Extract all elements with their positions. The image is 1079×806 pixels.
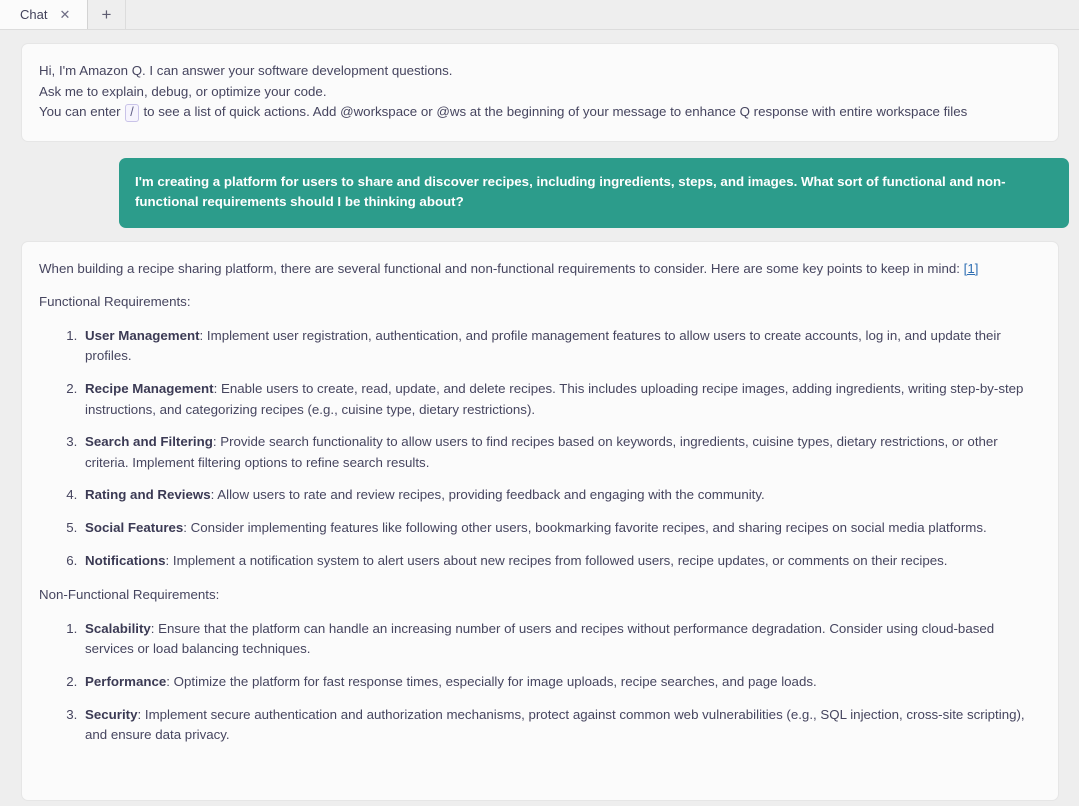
- assistant-intro-card: [21, 43, 1059, 142]
- assistant-answer-card: [21, 241, 1059, 801]
- list-item-term: Security: [85, 706, 138, 722]
- intro-line-1: Hi, I'm Amazon Q. I can answer your software development questions.: [39, 63, 453, 78]
- list-item: [81, 432, 1040, 473]
- list-item-term: User Management: [85, 327, 200, 343]
- nonfunctional-requirements-list: [39, 619, 1040, 746]
- intro-line-3: [39, 102, 1040, 123]
- list-item: [81, 379, 1040, 420]
- intro-line-2: Ask me to explain, debug, or optimize your code.: [39, 83, 327, 99]
- list-item-term: Social Features: [85, 520, 184, 535]
- tab-chat[interactable]: [0, 0, 88, 29]
- user-message-bubble: I'm creating a platform for users to share and discover recipes, including ingredients, steps, and images. What sort of functional and non-functional requirements should I be thinking about?: [119, 158, 1069, 228]
- list-item-text: : Implement user registration, authentication, and profile management features to allow users to create accounts, log in, and update their profiles.: [85, 327, 1001, 364]
- chat-scroll-area[interactable]: [0, 30, 1079, 806]
- functional-requirements-list: [39, 326, 1040, 571]
- list-item-text: : Enable users to create, read, update, and delete recipes. This includes uploading recipe images, adding ingredients, writing step-by-step instructions, and categorizing recipes (e.g., cuisine type, dietary restrictions).: [85, 380, 1024, 417]
- intro-line-3-suffix: to see a list of quick actions. Add @workspace or @ws at the beginning of your message to enhance Q response with entire workspace files: [143, 104, 968, 120]
- tab-bar-empty-space: [126, 0, 1079, 29]
- tab-chat-label: Chat: [20, 7, 48, 22]
- list-item-term: Performance: [85, 674, 167, 690]
- list-item-text: : Provide search functionality to allow users to find recipes based on keywords, ingredients, cuisine types, dietary restrictions, or other criteria. Implement filtering options to refine search results.: [85, 434, 998, 470]
- list-item-term: Recipe Management: [85, 380, 214, 396]
- list-item-term: Scalability: [85, 620, 151, 636]
- list-item: [81, 485, 1040, 506]
- list-item-term: Notifications: [85, 552, 166, 568]
- list-item-text: : Implement secure authentication and authorization mechanisms, protect against common web vulnerabilities (e.g., SQL injection, cross-site scripting), and ensure data privacy.: [85, 706, 1025, 743]
- new-tab-button[interactable]: +: [88, 0, 126, 29]
- citation-link-1[interactable]: [1]: [963, 260, 979, 276]
- list-item: [81, 705, 1040, 746]
- list-item-term: Search and Filtering: [85, 434, 213, 450]
- user-message-row: [5, 158, 1069, 228]
- slash-command-badge[interactable]: /: [125, 104, 138, 122]
- answer-intro-paragraph: [39, 259, 1040, 280]
- list-item: [81, 672, 1040, 693]
- functional-requirements-heading: Functional Requirements:: [39, 294, 191, 310]
- list-item-term: Rating and Reviews: [85, 487, 211, 503]
- close-icon[interactable]: ✕: [59, 7, 71, 22]
- list-item-text: : Optimize the platform for fast response times, especially for image uploads, recipe searches, and page loads.: [166, 674, 817, 690]
- list-item: [81, 551, 1040, 572]
- list-item: [81, 326, 1040, 367]
- intro-line-3-prefix: You can enter: [39, 104, 121, 120]
- answer-intro-text: When building a recipe sharing platform, there are several functional and non-functional requirements to consider. Here are some key points to keep in mind:: [39, 260, 960, 276]
- list-item: [81, 619, 1040, 660]
- list-item-text: : Allow users to rate and review recipes, providing feedback and engaging with the community.: [210, 487, 765, 503]
- nonfunctional-requirements-heading: Non-Functional Requirements:: [39, 587, 220, 603]
- list-item-text: : Ensure that the platform can handle an increasing number of users and recipes without performance degradation. Consider using cloud-based services or load balancing techniques.: [85, 620, 995, 657]
- list-item: [81, 518, 1040, 539]
- list-item-text: : Consider implementing features like following other users, bookmarking favorite recipes, and sharing recipes on social media platforms.: [183, 520, 987, 535]
- tab-bar: [0, 0, 1079, 30]
- list-item-text: : Implement a notification system to alert users about new recipes from followed users, recipe updates, or comments on their recipes.: [165, 552, 948, 568]
